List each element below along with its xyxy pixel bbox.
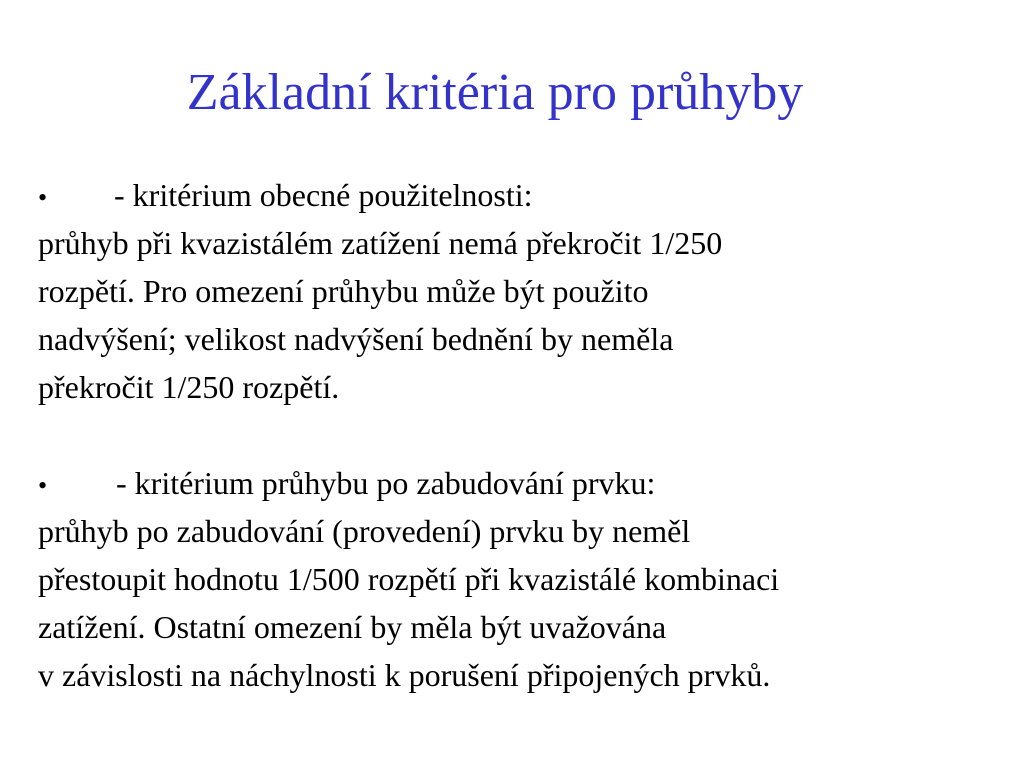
paragraph-line: překročit 1/250 rozpětí.: [38, 369, 340, 405]
bullet-icon: •: [38, 471, 48, 500]
slide-title: Základní kritéria pro průhyby: [186, 64, 804, 121]
bullet-item-after-installation: [38, 459, 1008, 507]
paragraph-line: zatížení. Ostatní omezení by měla být uvažována: [38, 609, 667, 645]
bullet-icon: •: [38, 183, 48, 212]
paragraph-line: průhyb po zabudování (provedení) prvku by neměl: [38, 513, 691, 549]
bullet-heading: - kritérium obecné použitelnosti:: [114, 177, 533, 213]
paragraph-line: rozpětí. Pro omezení průhybu může být použito: [38, 273, 649, 309]
bullet-item-general-usability: [38, 171, 1008, 219]
paragraph-spacer: [38, 411, 1008, 459]
paragraph-line: přestoupit hodnotu 1/500 rozpětí při kvazistálé kombinaci: [38, 561, 780, 597]
paragraph-line: v závislosti na náchylnosti k porušení připojených prvků.: [38, 657, 771, 693]
paragraph-line: nadvýšení; velikost nadvýšení bednění by neměla: [38, 321, 674, 357]
slide-body: [38, 171, 1008, 699]
paragraph-line: průhyb při kvazistálém zatížení nemá překročit 1/250: [38, 225, 723, 261]
bullet-heading: - kritérium průhybu po zabudování prvku:: [116, 465, 656, 501]
